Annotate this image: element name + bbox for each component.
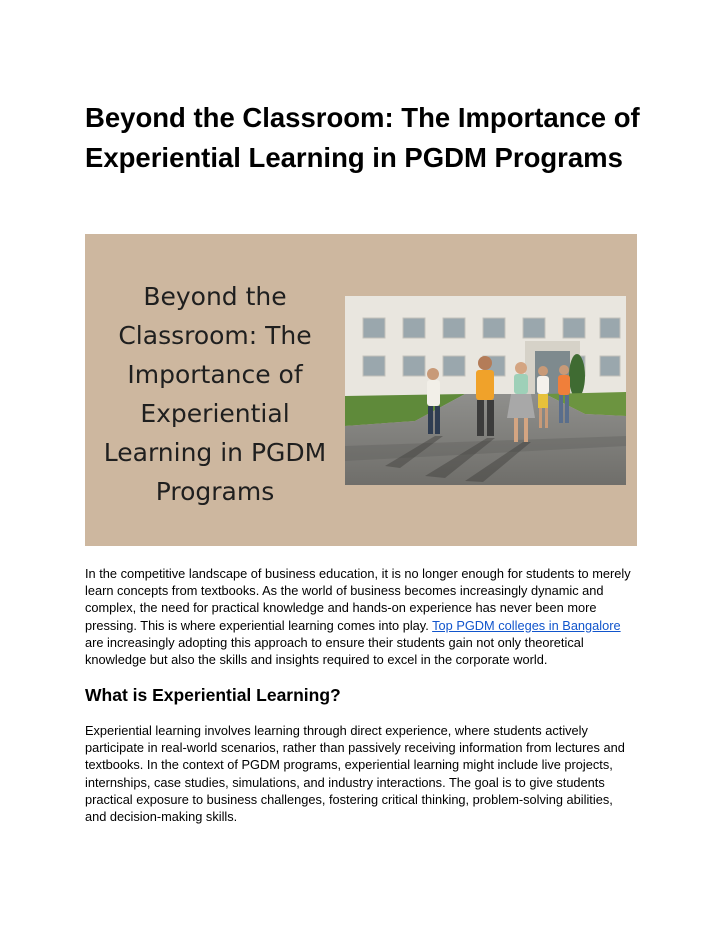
- banner-image: [85, 234, 637, 546]
- intro-text-continued: are increasingly adopting this approach to ensure their students gain not only theoretical knowledge but also the skills and insights required to excel in the corporate world.: [85, 634, 584, 668]
- banner-title-line: Programs: [155, 477, 275, 506]
- banner-title: [85, 277, 345, 511]
- pgdm-colleges-link[interactable]: Top PGDM colleges in Bangalore: [432, 617, 621, 633]
- document-title: Beyond the Classroom: The Importance of Experiential Learning in PGDM Programs: [85, 102, 640, 173]
- definition-paragraph: Experiential learning involves learning through direct experience, where students actively participate in real-world scenarios, rather than passively receiving information from lectures and textbooks. In the context of PGDM programs, experiential learning might include live projects, internships, case studies, simulations, and industry interactions. The goal is to give students practical exposure to business challenges, fostering critical thinking, problem-solving abilities, and decision-making skills.: [85, 723, 625, 825]
- banner-title-line: Beyond the: [143, 282, 287, 311]
- section-heading: What is Experiential Learning?: [85, 685, 341, 705]
- banner-title-line: Classroom: The: [118, 321, 312, 350]
- students-walking-photo: [345, 296, 626, 485]
- intro-paragraph: [85, 565, 637, 668]
- banner-title-line: Experiential: [140, 399, 290, 428]
- banner-title-line: Importance of: [127, 360, 303, 389]
- banner-title-line: Learning in PGDM: [103, 438, 327, 467]
- intro-text: In the competitive landscape of business education, it is no longer enough for students to merely learn concepts from textbooks. As the world of business becomes increasingly dynamic and complex, the need for practical knowledge and hands-on experience has never been more pressing. This is where experiential learning comes into play.: [85, 566, 631, 633]
